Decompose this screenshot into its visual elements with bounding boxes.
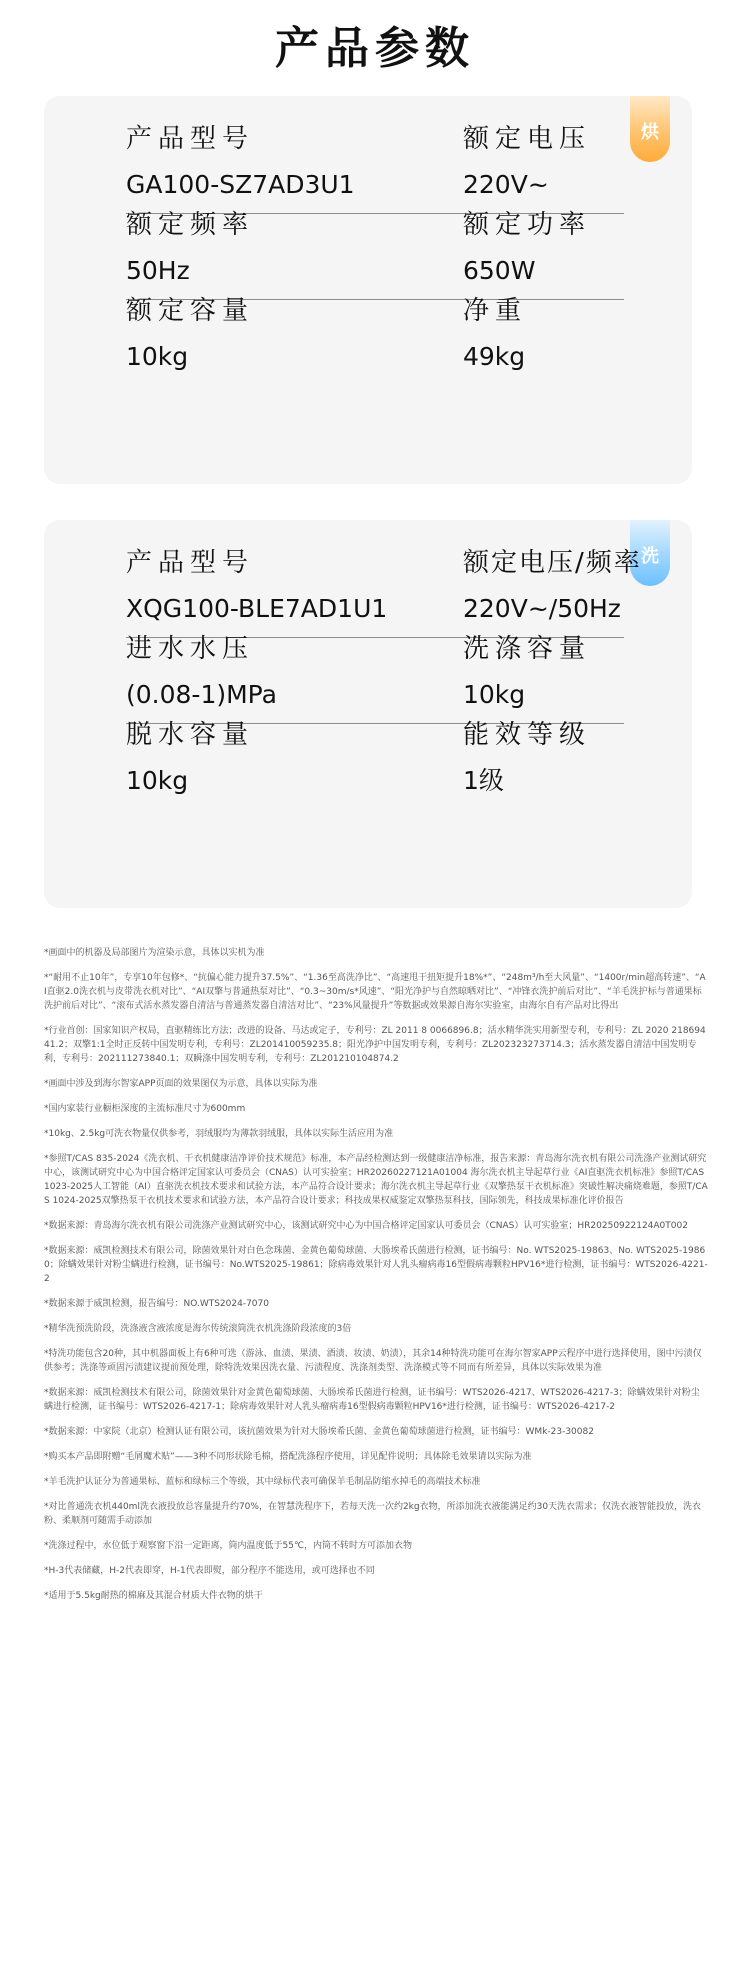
- spec-cell-model: [126, 546, 387, 626]
- footnote: *数据来源于威凯检测，报告编号：NO.WTS2024-7070: [44, 1299, 269, 1309]
- footnote: *H-3代表储藏，H-2代表即穿，H-1代表即熨，部分程序不能选用，或可选择也不同: [44, 1566, 375, 1576]
- spec-row: [44, 294, 692, 402]
- spec-cell-voltage: [463, 122, 591, 202]
- washer-spec-card: [44, 520, 692, 908]
- spec-value: XQG100-BLE7AD1U1: [126, 594, 388, 623]
- dryer-spec-card: [44, 96, 692, 484]
- spec-value: 10kg: [463, 680, 526, 709]
- spec-label: 净重: [463, 296, 528, 326]
- spec-cell-voltage-frequency: [463, 546, 642, 626]
- footnote: *数据来源：青岛海尔洗衣机有限公司洗涤产业测试研究中心，该测试研究中心为中国合格评定国家认可委员会（CNAS）认可实验室；HR20250922124A0T002: [44, 1221, 688, 1231]
- footnote: *参照T/CAS 835-2024《洗衣机、干衣机健康洁净评价技术规范》标准，本产品经检测达到一级健康洁净标准，报告来源：青岛海尔洗衣机有限公司洗涤产业测试研究中心，该测试研究中心为中国合格评定国家认可委员会（CNAS）认可实验室；HR20260227121A01004 海尔洗衣机主导起草行业《AI直驱洗衣机标准》参照T/CAS 1023-2025人工智能（AI）直驱洗衣机技术要求和试验方法，本产品符合设计要求；海尔洗衣机主导起草行业《双擎热泵干衣机标准》突破性解决痛烧难题，参照T/CAS 1024-2025双擎热泵干衣机技术要求和试验方法，本产品符合设计要求；科技成果权威鉴定双擎热泵科技，国际领先，科技成果标准化评价报告: [44, 1154, 708, 1206]
- spec-value: (0.08-1)MPa: [126, 680, 277, 709]
- spec-cell-capacity: [126, 294, 254, 374]
- washer-tag-badge: 洗: [630, 520, 670, 586]
- dryer-tag-badge: 烘: [630, 96, 670, 162]
- spec-label: 脱水容量: [126, 720, 255, 750]
- spec-value: 10kg: [126, 766, 189, 795]
- spec-row: [44, 718, 692, 826]
- page-title: 产品参数: [275, 23, 475, 74]
- spec-value: 1级: [463, 766, 504, 795]
- spec-value: GA100-SZ7AD3U1: [126, 170, 355, 199]
- footnote: *画面中的机器及局部图片为渲染示意，具体以实机为准: [44, 948, 265, 958]
- footnotes: [44, 946, 708, 1614]
- spec-cell-model: [126, 122, 355, 202]
- footnote: *对比普通洗衣机440ml洗衣液投放总容量提升约70%，在智慧洗程序下，若每天洗一次约2kg衣物，所添加洗衣液能满足约30天洗衣需求；仅洗衣液智能投放，洗衣粉、柔顺剂可随需手动添加: [44, 1502, 702, 1526]
- spec-label: 额定电压/频率: [463, 548, 642, 578]
- footnote: *特洗功能包含20种，其中机器面板上有6种可选（游泳、血渍、果渍、酒渍、妆渍、奶渍），其余14种特洗功能可在海尔智家APP云程序中进行选择使用，图中污渍仅供参考；洗涤等顽固污渍建议提前预处理，除特洗效果因洗衣量、污渍程度、洗涤剂类型、洗涤模式等不同而有所差异，具体以实际效果为准: [44, 1349, 702, 1373]
- footnote: *国内家装行业橱柜深度的主流标准尺寸为600mm: [44, 1104, 246, 1114]
- footnote: *画面中涉及到海尔智家APP页面的效果图仅为示意，具体以实际为准: [44, 1079, 318, 1089]
- footnote: *数据来源：中家院（北京）检测认证有限公司，该抗菌效果为针对大肠埃希氏菌、金黄色葡萄球菌进行检测，证书编号：WMk-23-30082: [44, 1427, 594, 1437]
- footnote: *数据来源：威凯检测技术有限公司，除菌效果针对金黄色葡萄球菌、大肠埃希氏菌进行检测，证书编号：WTS2026-4217、WTS2026-4217-3；除螨效果针对粉尘螨进行检测，证书编号：WTS2026-4217-1；除病毒效果针对人乳头瘤病毒16型假病毒颗粒HPV16*进行检测，证书编号：WTS2026-4217-2: [44, 1388, 700, 1412]
- footnote: *行业首创：国家知识产权局，直驱精练比方法；改进的设备、马达或定子，专利号：ZL 2011 8 0066896.8；活水精华洗实用新型专利，专利号：ZL 2020 21869441.2；双擎1:1全时正反转中国发明专利，专利号：ZL201410059235.8；阳光净护中国发明专利，专利号：ZL202323273714.3；活水蒸发器自清洁中国发明专利，专利号：202111273840.1；双瞬涤中国发明专利，专利号：ZL201210104874.2: [44, 1026, 706, 1064]
- spec-value: 10kg: [126, 342, 189, 371]
- footnote: *10kg、2.5kg可洗衣物量仅供参考，羽绒服均为薄款羽绒服，具体以实际生活应用为准: [44, 1129, 394, 1139]
- spec-cell-energy-grade: [463, 718, 591, 798]
- spec-label: 进水水压: [126, 634, 255, 664]
- spec-value: 220V~/50Hz: [463, 594, 621, 623]
- spec-label: 额定频率: [126, 210, 255, 240]
- spec-cell-water-pressure: [126, 632, 277, 712]
- spec-value: 50Hz: [126, 256, 190, 285]
- spec-cell-spin-capacity: [126, 718, 254, 798]
- footnote: *数据来源：威凯检测技术有限公司，除菌效果针对白色念珠菌、金黄色葡萄球菌、大肠埃希氏菌进行检测，证书编号：No. WTS2025-19863、No. WTS2025-19860；除螨效果针对粉尘螨进行检测，证书编号：No.WTS2025-19861；除病毒效果针对人乳头瘤病毒16型假病毒颗粒HPV16*进行检测，证书编号：WTS2026-4221-2: [44, 1246, 708, 1284]
- spec-label: 能效等级: [463, 720, 592, 750]
- spec-cell-net-weight: [463, 294, 527, 374]
- spec-cell-power: [463, 208, 591, 288]
- footnote: *精华洗预洗阶段，洗涤液含液浓度是海尔传统滚筒洗衣机洗涤阶段浓度的3倍: [44, 1324, 352, 1334]
- footnote: *羊毛洗护认证分为普通果标、蓝标和绿标三个等级，其中绿标代表可确保羊毛制品防缩水掉毛的高端技术标准: [44, 1477, 481, 1487]
- footnote: *洗涤过程中，水位低于观察窗下沿一定距离，筒内温度低于55℃，内筒不转时方可添加衣物: [44, 1541, 413, 1551]
- footnote: *适用于5.5kg耐热的棉麻及其混合材质大件衣物的烘干: [44, 1591, 263, 1601]
- footnote: *“耐用不止10年”，专享10年包修*、“抗偏心能力提升37.5%”、“1.36至高洗净比”、“高速甩干扭矩提升18%*”、“248m³/h至大风量”、“1400r/min超高转速”、“AI直驱2.0洗衣机与皮带洗衣机对比”、“AI双擎与普通热泵对比”、“0.3~30m/s*风速”、“阳光净护与自然晾晒对比”、“冲锋衣洗护前后对比”、“羊毛洗护标与普通果标洗护前后对比”、“滚布式活水蒸发器自清洁与普通蒸发器自清洁对比”、“23%风量提升”等数据或效果源自海尔实验室，由海尔自有产品对比得出: [44, 973, 706, 1011]
- spec-value: 49kg: [463, 342, 526, 371]
- spec-cell-frequency: [126, 208, 254, 288]
- spec-value: 220V~: [463, 170, 549, 199]
- spec-label: 产品型号: [126, 124, 255, 154]
- spec-cell-wash-capacity: [463, 632, 591, 712]
- spec-label: 额定容量: [126, 296, 255, 326]
- spec-label: 产品型号: [126, 548, 255, 578]
- spec-label: 额定电压: [463, 124, 592, 154]
- footnote: *购买本产品即附赠“毛屑魔术贴”——3种不同形状除毛棉，搭配洗涤程序使用，详见配件说明；具体除毛效果请以实际为准: [44, 1452, 532, 1462]
- spec-label: 洗涤容量: [463, 634, 592, 664]
- spec-value: 650W: [463, 256, 536, 285]
- spec-label: 额定功率: [463, 210, 592, 240]
